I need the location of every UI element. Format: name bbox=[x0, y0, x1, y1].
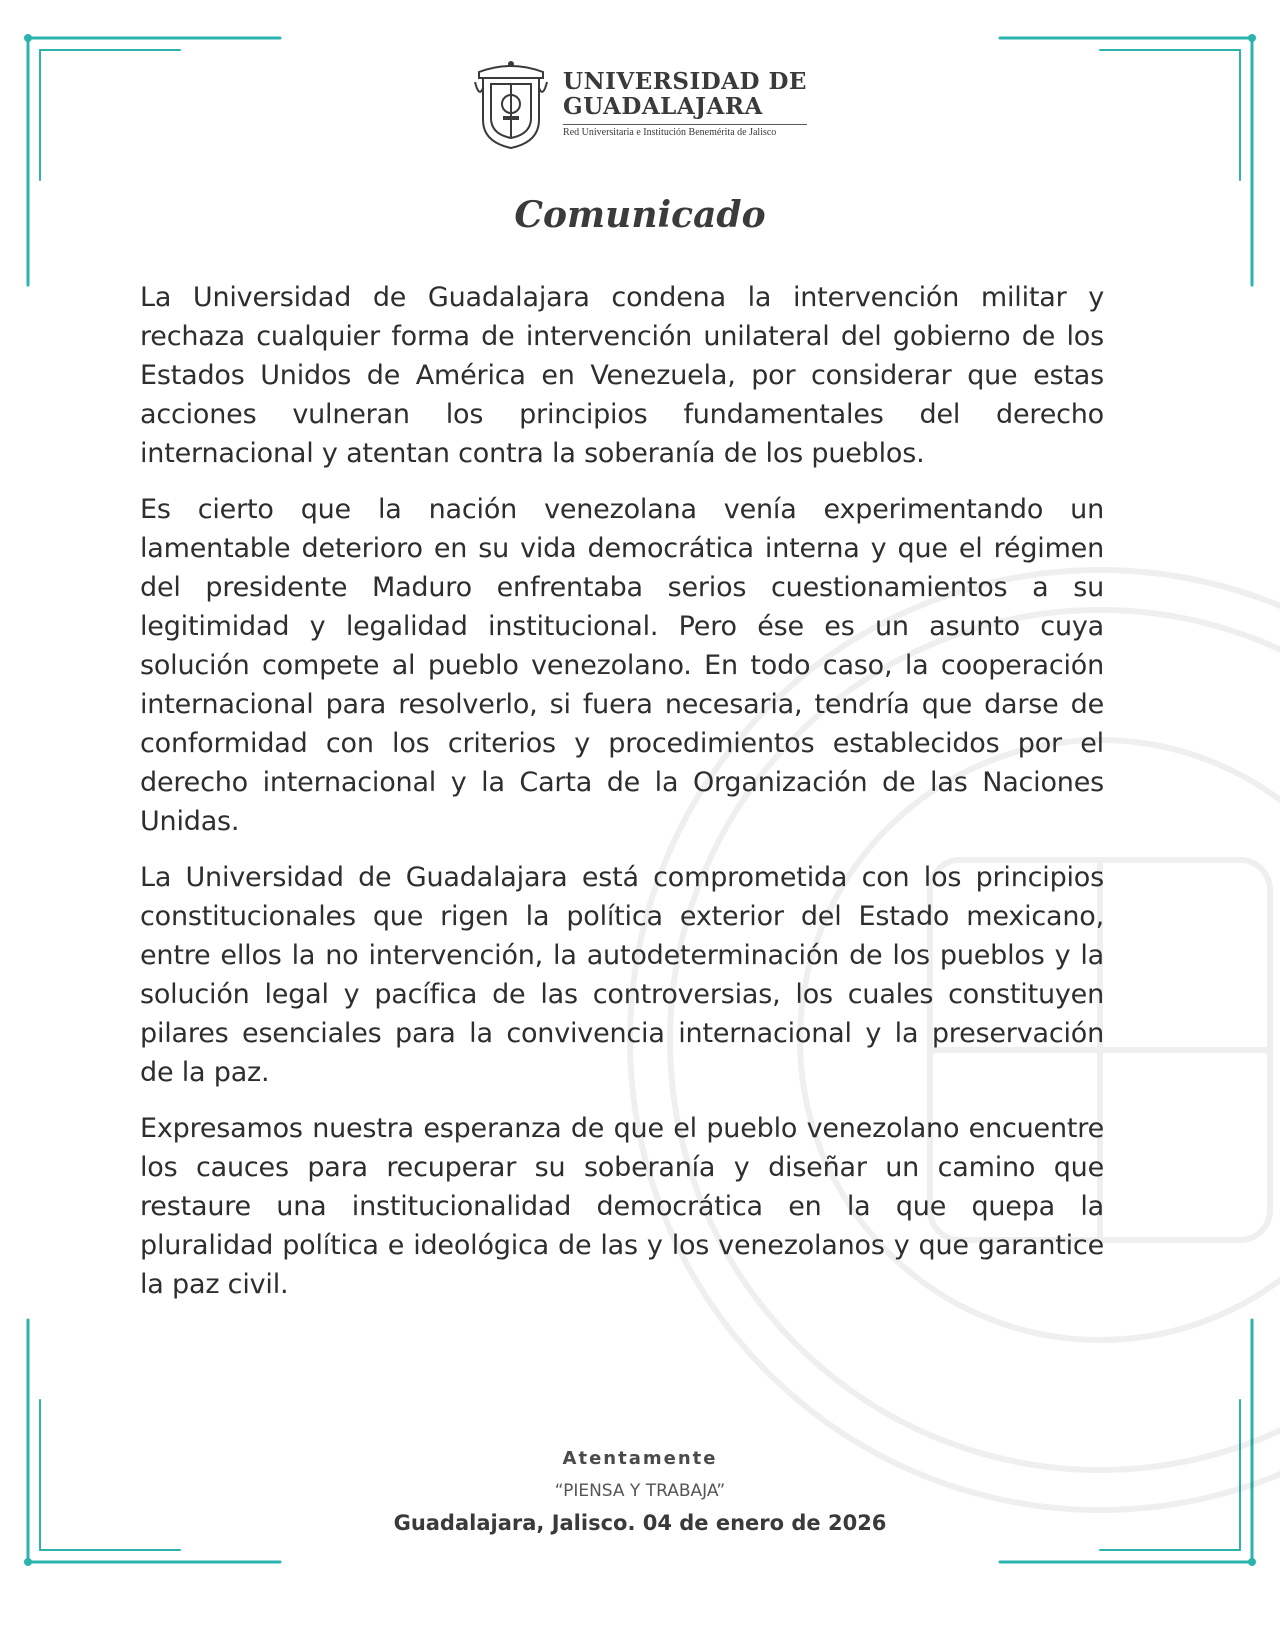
paragraph: La Universidad de Guadalajara condena la intervención militar y rechaza cualquier forma de intervención unilateral del gobierno de los Estados Unidos de América en Venezuela, por considerar que estas acciones vulneran los principios fundamentales del derecho internacional y atentan contra la soberanía de los pueblos. bbox=[140, 282, 1104, 469]
brand-line-2: GUADALAJARA bbox=[563, 93, 763, 120]
paragraph: La Universidad de Guadalajara está comprometida con los principios constitucionales que rigen la política exterior del Estado mexicano, entre ellos la no intervención, la autodeterminación de los pueblos y la solución legal y pacífica de las controversias, los cuales constituyen pilares esenciales para la convivencia internacional y la preservación de la paz. bbox=[140, 862, 1104, 1088]
university-header bbox=[0, 58, 1280, 150]
closing-salutation: Atentamente bbox=[562, 1448, 718, 1469]
closing-block bbox=[0, 1448, 1280, 1535]
university-seal-icon bbox=[473, 58, 549, 150]
closing-place-date: Guadalajara, Jalisco. 04 de enero de 2026 bbox=[393, 1511, 887, 1535]
paragraph: Expresamos nuestra esperanza de que el pueblo venezolano encuentre los cauces para recuperar su soberanía y diseñar un camino que restaure una institucionalidad democrática en la que quepa la pluralidad política e ideológica de las y los venezolanos y que garantice la paz civil. bbox=[140, 1113, 1104, 1300]
brand-subtitle: Red Universitaria e Institución Benemérita de Jalisco bbox=[563, 124, 807, 138]
paragraph: Es cierto que la nación venezolana venía experimentando un lamentable deterioro en su vida democrática interna y que el régimen del presidente Maduro enfrentaba serios cuestionamientos a su legitimidad y legalidad institucional. Pero ése es un asunto cuya solución compete al pueblo venezolano. En todo caso, la cooperación internacional para resolverlo, si fuera necesaria, tendría que darse de conformidad con los criterios y procedimientos establecidos por el derecho internacional y la Carta de la Organización de las Naciones Unidas. bbox=[140, 494, 1104, 837]
closing-motto: “PIENSA Y TRABAJA” bbox=[554, 1481, 726, 1501]
document-body bbox=[140, 278, 1104, 1321]
document-title: Comunicado bbox=[514, 194, 766, 236]
university-wordmark bbox=[563, 70, 807, 138]
brand-line-1: UNIVERSIDAD DE bbox=[563, 68, 807, 95]
